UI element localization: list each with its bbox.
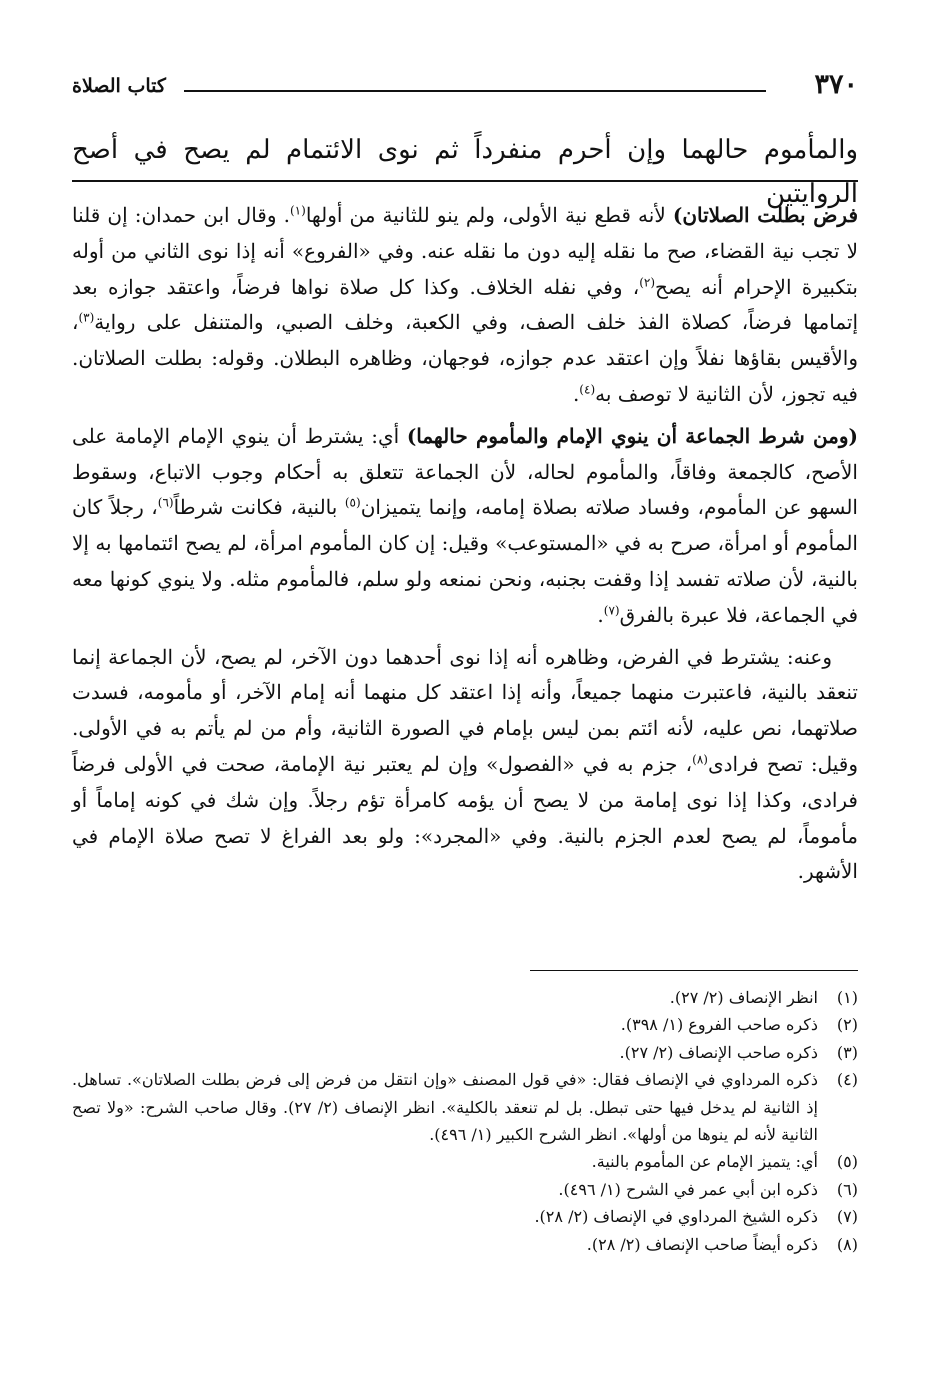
footnote-number: (٧) xyxy=(836,1207,858,1227)
page-number: ٣٧٠ xyxy=(814,69,858,100)
footnote-5 xyxy=(72,1148,858,1175)
footnote-divider xyxy=(530,970,858,971)
footnote-number: (٦) xyxy=(836,1179,858,1199)
footnote-6 xyxy=(72,1176,858,1203)
footnote-ref-2[interactable]: (٢) xyxy=(639,274,656,289)
footnote-number: (٤) xyxy=(836,1070,858,1090)
matn-text: والمأموم حالهما وإن أحرم منفرداً ثم نوى الائتمام لم يصح في أصح الروايتين xyxy=(72,135,858,209)
footnote-text: ذكره صاحب الإنصاف (٢/ ٢٧). xyxy=(619,1042,818,1062)
paragraph-text: ، والأقيس بقاؤها نفلاً وإن اعتقد عدم جوازه، فوجهان، وظاهره البطلان. وقوله: بطلت الصلاتان. فيه تجوز، لأن الثانية لا توصف به xyxy=(72,310,858,406)
footnote-ref-3[interactable]: (٣) xyxy=(78,310,95,325)
footnote-number: (٣) xyxy=(836,1042,858,1062)
footnote-ref-6[interactable]: (٦) xyxy=(157,495,174,510)
footnote-2 xyxy=(72,1011,858,1038)
matn-divider xyxy=(72,180,858,182)
paragraph-text: وعنه: يشترط في الفرض، وظاهره أنه إذا نوى أحدهما دون الآخر، لم يصح، لأن الجماعة إنما تنعقد بالنية، فاعتبرت منهما جميعاً، وأنه إذا اعتقد كل منهما أنه إمام الآخر، أو مأمومه، فسدت صلاتهما، نص عليه، لأنه ائتم بمن ليس بإمام في الصورة الثانية، وأم من لم يأتم به في الأولى. وقيل: تصح فرادى xyxy=(72,644,859,776)
quoted-matn-end: فرض بطلت الصلاتان) xyxy=(672,203,859,227)
footnote-8 xyxy=(72,1231,858,1258)
footnote-text: ذكره ابن أبي عمر في الشرح (١/ ٤٩٦). xyxy=(558,1179,818,1199)
running-header xyxy=(72,62,858,102)
paragraph-text: . وقال ابن حمدان: إن قلنا لا تجب نية القضاء، صح ما نقله إليه دون ما نقله عنه. وفي «الفروع» أنه إذا نوى الثاني من أوله بتكبيرة الإحرام أنه يصح xyxy=(72,203,858,299)
footnote-ref-1[interactable]: (١) xyxy=(289,203,306,218)
footnote-ref-4[interactable]: (٤) xyxy=(579,382,596,397)
paragraph-text: ، رجلاً كان المأموم أو امرأة، صرح به في «المستوعب» وقيل: إن كان المأموم امرأة، لم يصح ائتمامها به إلا بالنية، لأن صلاته تفسد إذا وقفت بجنبه، ونحن نمنعه ولو سلم، فالمأموم مثله. ولا ينوي كونها معه في الجماعة، فلا عبرة بالفرق xyxy=(72,495,858,627)
footnote-ref-5[interactable]: (٥) xyxy=(344,495,361,510)
footnotes xyxy=(72,984,858,1258)
book-title: كتاب الصلاة xyxy=(72,75,166,97)
commentary-body xyxy=(72,198,858,896)
paragraph-2 xyxy=(72,419,858,634)
footnote-4 xyxy=(72,1066,858,1148)
footnote-number: (٥) xyxy=(836,1152,858,1172)
footnote-ref-8[interactable]: (٨) xyxy=(692,752,708,767)
footnote-text: انظر الإنصاف (٢/ ٢٧). xyxy=(669,988,818,1007)
footnote-1 xyxy=(72,984,858,1011)
paragraph-text: ، وفي نفله الخلاف. وكذا كل صلاة نواها فرضاً، واعتقد جوازه بعد إتمامها فرضاً، كصلاة الفذ خلف الصف، وفي الكعبة، وخلف الصبي، والمتنفل على رواية xyxy=(72,274,858,335)
book-page xyxy=(72,0,858,1375)
footnote-number: (١) xyxy=(836,988,858,1007)
paragraph-1 xyxy=(72,198,858,413)
paragraph-text: بالنية، فكانت شرطاً xyxy=(173,495,345,520)
footnote-text: أي: يتميز الإمام عن المأموم بالنية. xyxy=(591,1152,818,1172)
paragraph-text: ، جزم به في «الفصول» وإن لم يعتبر نية الإمامة، صحت في الأولى فرضاً فرادى، وكذا إذا نوى إمامة من لا يصح أن يؤمه كامرأة تؤم رجلاً. وإن شك في كونه إماماً أو مأموماً، لم يصح لعدم الجزم بالنية. وفي «المجرد»: ولو بعد الفراغ لا تصح صلاة الإمام في الأشهر. xyxy=(72,751,858,884)
footnote-text: ذكره المرداوي في الإنصاف فقال: «في قول المصنف «وإن انتقل من فرض إلى فرض بطلت الصلاتان». تساهل. إذ الثانية لم يدخل فيها حتى تبطل. بل لم تنعقد بالكلية». انظر الإنصاف (٢/ ٢٧). وقال صاحب الشرح: «ولا تصح الثانية لأنه لم ينوها من أولها». انظر الشرح الكبير (١/ ٤٩٦). xyxy=(72,1070,818,1145)
footnote-number: (٢) xyxy=(836,1015,858,1035)
paragraph-3 xyxy=(72,640,858,891)
paragraph-text: . xyxy=(597,602,604,627)
footnote-ref-7[interactable]: (٧) xyxy=(603,603,620,618)
footnote-text: ذكره أيضاً صاحب الإنصاف (٢/ ٢٨). xyxy=(586,1234,818,1254)
quoted-matn: (ومن شرط الجماعة أن ينوي الإمام والمأموم حالهما) xyxy=(406,423,858,448)
footnote-text: ذكره صاحب الفروع (١/ ٣٩٨). xyxy=(620,1015,818,1035)
paragraph-text: . xyxy=(572,381,580,406)
footnote-7 xyxy=(72,1203,858,1230)
header-rule xyxy=(184,90,766,92)
footnote-text: ذكره الشيخ المرداوي في الإنصاف (٢/ ٢٨). xyxy=(534,1207,818,1227)
paragraph-text: لأنه قطع نية الأولى، ولم ينو للثانية من أولها xyxy=(305,203,673,227)
footnote-number: (٨) xyxy=(836,1234,858,1254)
paragraph-text: أي: يشترط أن ينوي الإمام الإمامة على الأصح، كالجمعة وفاقاً، والمأموم لحاله، لأن الجماعة تتعلق به أحكام وجوب الاتباع، وسقوط السهو عن المأموم، وفساد صلاته بصلاة إمامه، وإنما يتميزان xyxy=(72,423,858,520)
footnote-3 xyxy=(72,1039,858,1066)
